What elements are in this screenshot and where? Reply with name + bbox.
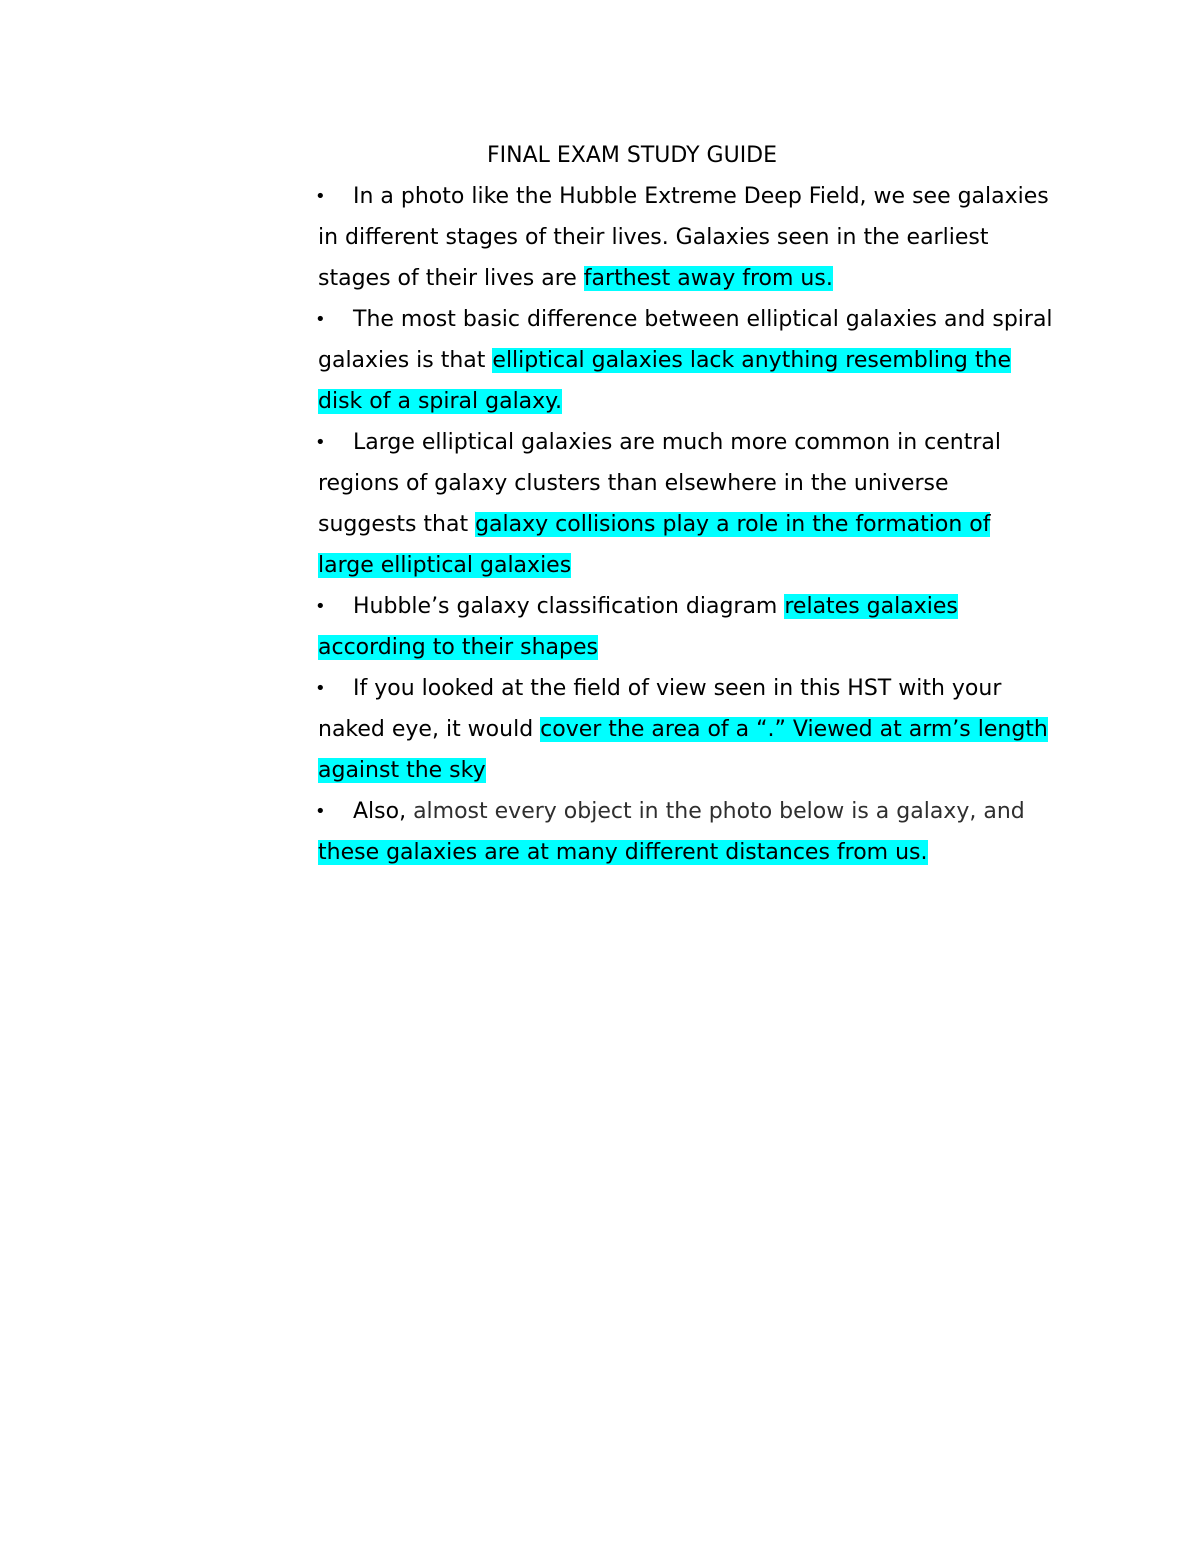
item-answer-highlight: elliptical galaxies lack anything resembling the disk of a spiral galaxy. xyxy=(318,348,1011,414)
item-text: The most basic difference between elliptical galaxies and spiral galaxies is that xyxy=(318,307,1053,373)
item-answer-highlight: farthest away from us. xyxy=(583,266,833,291)
study-guide-list xyxy=(315,176,1053,873)
item-answer-highlight: cover the area of a “.” Viewed at arm’s length against the sky xyxy=(318,717,1048,783)
item-text: In a photo like the Hubble Extreme Deep Field, we see galaxies in different stages of their lives. Galaxies seen in the earliest stages of their lives are xyxy=(318,184,1049,291)
list-item xyxy=(315,299,1053,422)
list-item xyxy=(315,668,1053,791)
document-title: FINAL EXAM STUDY GUIDE xyxy=(486,143,778,168)
item-text: Hubble’s galaxy classification diagram xyxy=(353,594,785,619)
bullet-icon: • xyxy=(315,596,326,617)
item-text: If you looked at the field of view seen in this HST with your naked eye, it would xyxy=(318,676,1002,742)
list-item xyxy=(315,791,1053,873)
bullet-icon: • xyxy=(315,186,326,207)
item-answer-highlight: relates galaxies according to their shapes xyxy=(318,594,958,660)
bullet-icon: • xyxy=(315,309,326,330)
item-text: Large elliptical galaxies are much more common in central regions of galaxy clusters than elsewhere in the universe suggests that xyxy=(318,430,1001,537)
item-answer-highlight: these galaxies are at many different distances from us. xyxy=(318,840,928,865)
item-text-lead: Also, xyxy=(353,799,407,824)
item-answer-highlight: galaxy collisions play a role in the formation of large elliptical galaxies xyxy=(318,512,991,578)
bullet-icon: • xyxy=(315,432,326,453)
bullet-icon: • xyxy=(315,801,326,822)
list-item xyxy=(315,176,1053,299)
item-text: almost every object in the photo below is a galaxy, and xyxy=(406,799,1025,824)
bullet-icon: • xyxy=(315,678,326,699)
list-item xyxy=(315,422,1053,586)
list-item xyxy=(315,586,1053,668)
